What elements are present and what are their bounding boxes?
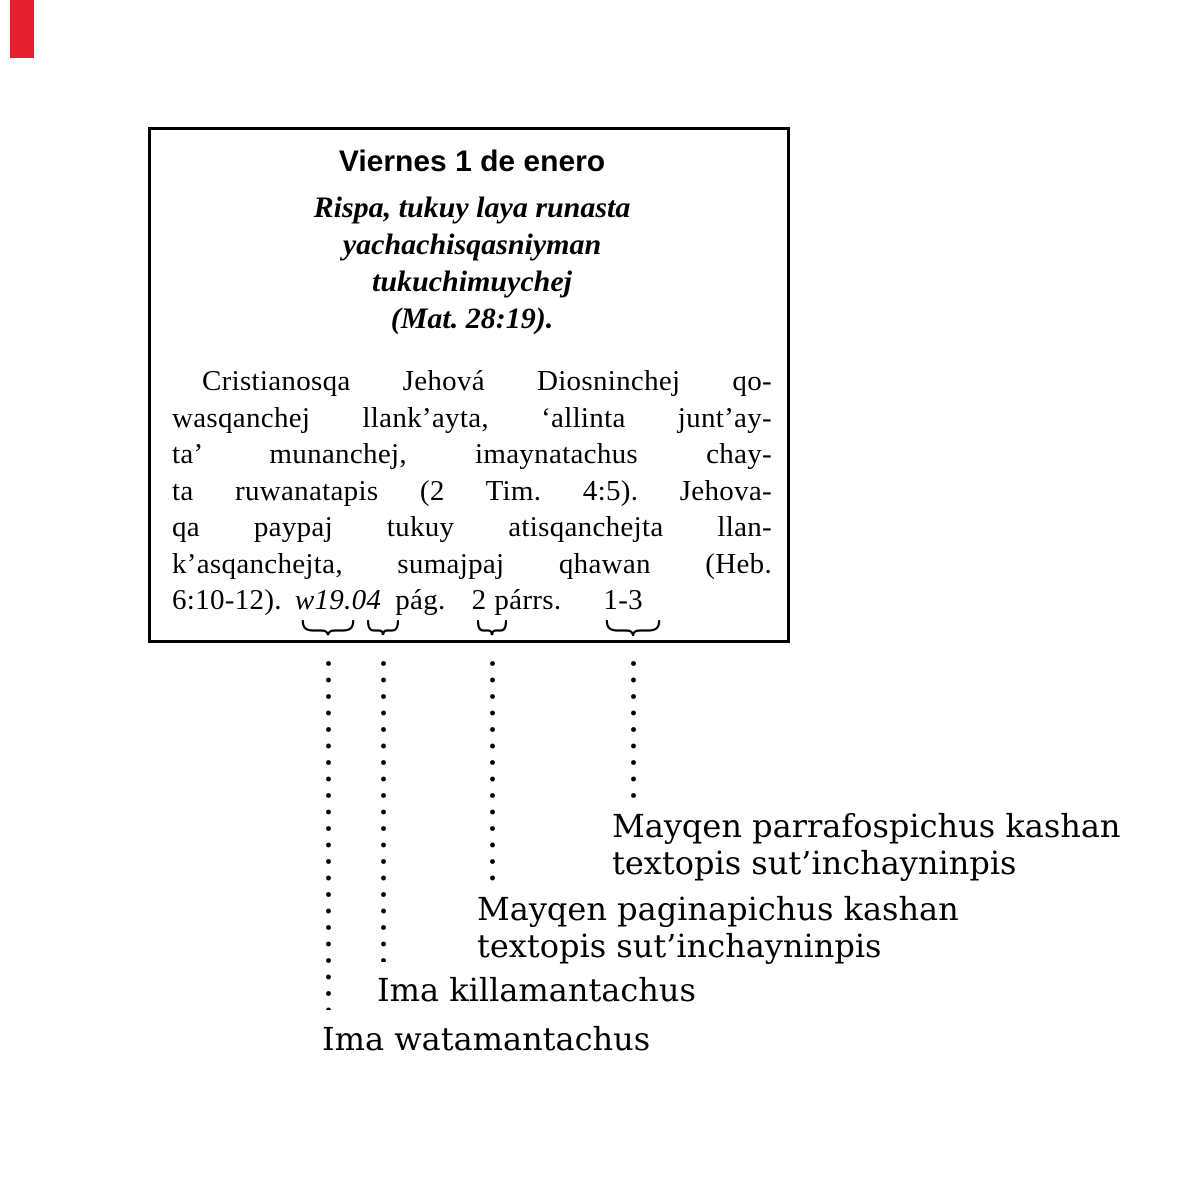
daily-text-card <box>148 127 790 643</box>
leader-line-page <box>490 661 495 884</box>
scripture-line: Rispa, tukuy laya runasta <box>313 191 631 224</box>
leader-line-month <box>381 661 386 962</box>
comment-line: ta’ munanchej, imaynatachus chay- <box>172 438 772 470</box>
annotation-label-page <box>477 891 959 965</box>
label-line: textopis sut’inchayninpis <box>612 844 1017 882</box>
annotation-label-paragraphs <box>612 808 1121 882</box>
publication-code: w19.04 <box>294 584 382 616</box>
label-line: Mayqen paginapichus kashan <box>477 890 959 928</box>
scripture-line: tukuchimuychej <box>371 265 573 298</box>
label-line: textopis sut’inchayninpis <box>477 927 882 965</box>
comment-line: Cristianosqa Jehová Diosninchej qo- <box>202 365 772 397</box>
underbrace-paragraphs-icon <box>605 620 661 636</box>
comment-line: ta ruwanatapis (2 Tim. 4:5). Jehova- <box>172 474 772 507</box>
comment-line: wasqanchej llank’ayta, ‘allinta junt’ay- <box>172 401 772 434</box>
underbrace-page-icon <box>477 620 507 636</box>
page-number: 2 <box>471 584 487 616</box>
leader-line-year <box>326 661 331 1010</box>
scripture-text <box>172 189 772 337</box>
comment-line: qa paypaj tukuy atisqanchejta llan- <box>172 511 772 543</box>
paragraph-range: 1-3 <box>603 584 643 616</box>
label-line: Ima watamantachus <box>322 1020 651 1058</box>
annotation-label-year <box>322 1021 650 1058</box>
date-title: Viernes 1 de enero <box>338 145 606 178</box>
underbrace-year-icon <box>301 620 355 636</box>
verse-range-end: 6:10-12). <box>172 584 282 616</box>
leader-line-paragraphs <box>631 661 636 800</box>
page-word: pág. <box>395 584 446 616</box>
label-line: Mayqen parrafospichus kashan <box>612 807 1121 845</box>
comment-paragraph <box>172 363 772 619</box>
scripture-citation: (Mat. 28:19). <box>390 302 554 335</box>
scripture-line: yachachisqasniyman <box>342 228 602 261</box>
paragraphs-word: párrs. <box>494 584 562 616</box>
comment-line: k’asqanchejta, sumajpaj qhawan (Heb. <box>172 547 772 580</box>
underbrace-month-icon <box>367 620 399 636</box>
label-line: Ima killamantachus <box>377 971 696 1009</box>
annotation-label-month <box>377 972 696 1009</box>
reference-line <box>172 582 772 619</box>
red-corner-marker <box>10 0 34 58</box>
